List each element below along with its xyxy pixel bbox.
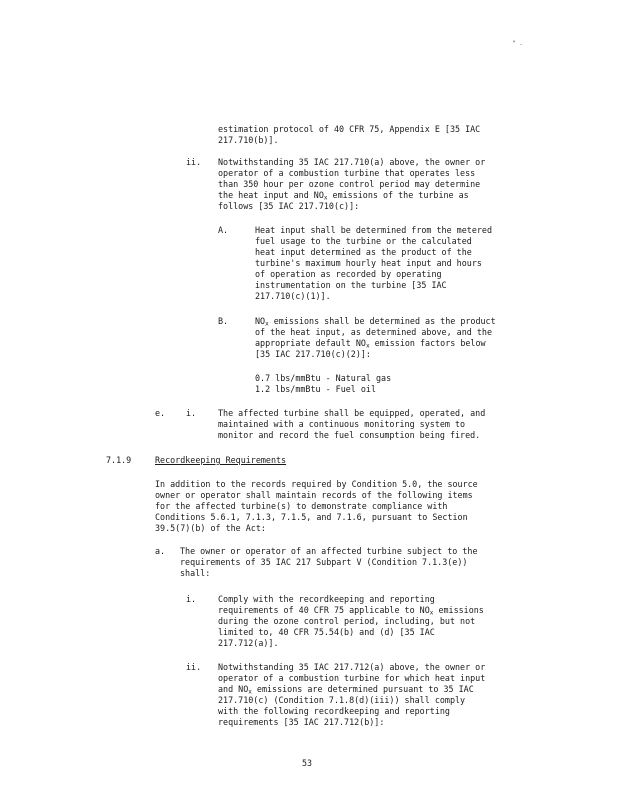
paragraph-line: [35 IAC 217.710(c)(2)]: [255,349,371,359]
paragraph-line: instrumentation on the turbine [35 IAC [255,280,447,290]
paragraph-line: fuel usage to the turbine or the calculated [255,236,472,246]
paragraph-line: follows [35 IAC 217.710(c)]: [218,201,360,211]
item-label: i. [186,594,197,604]
paragraph-line: for the affected turbine(s) to demonstrate compliance with [155,501,448,511]
paragraph-line: during the ozone control period, including, but not [218,616,476,626]
continuation-line: 217.710(b)]. [218,135,279,145]
paragraph-line: $NO_x$ emissions shall be determined as the product [255,316,496,328]
header-mark: " . [512,40,523,47]
item-label: B. [218,316,229,326]
paragraph-line: of the heat input, as determined above, and the [255,327,492,337]
paragraph-line: 217.710(c)(1)]. [255,291,331,301]
page-number: 53 [302,758,313,768]
paragraph-line: 217.712(a)]. [218,638,279,648]
paragraph-line: The affected turbine shall be equipped, operated, and [218,408,486,418]
paragraph-line: operator of a combustion turbine for which heat input [218,673,486,683]
paragraph-line: Notwithstanding 35 IAC 217.712(a) above, the owner or [218,662,486,672]
item-label: a. [155,546,166,556]
paragraph-line: the heat input and $NO_x$ emissions of the turbine as [218,190,469,202]
paragraph-line: shall: [180,568,211,578]
paragraph-line: Heat input shall be determined from the metered [255,225,492,235]
paragraph-line: heat input determined as the product of the [255,247,472,257]
paragraph-line: 39.5(7)(b) of the Act: [155,523,266,533]
item-label: e. [155,408,166,418]
paragraph-line: turbine's maximum hourly heat input and hours [255,258,482,268]
item-label: i. [186,408,197,418]
paragraph-line: requirements of 35 IAC 217 Subpart V (Condition 7.1.3(e)) [180,557,468,567]
paragraph-line: and $NO_x$ emissions are determined pursuant to 35 IAC [218,684,474,696]
paragraph-line: than 350 hour per ozone control period may determine [218,179,481,189]
item-label: ii. [186,662,202,672]
paragraph-line: of operation as recorded by operating [255,269,442,279]
paragraph-line: limited to, 40 CFR 75.54(b) and (d) [35 IAC [218,627,435,637]
emission-factor: 1.2 lbs/mmBtu - Fuel oil [255,384,377,394]
section-title: Recordkeeping Requirements [155,455,287,465]
continuation-line: estimation protocol of 40 CFR 75, Appendix E [35 IAC [218,124,481,134]
paragraph-line: 217.710(c) (Condition 7.1.8(d)(iii)) shall comply [218,695,466,705]
paragraph-line: requirements [35 IAC 217.712(b)]: [218,717,385,727]
paragraph-line: monitor and record the fuel consumption being fired. [218,430,481,440]
paragraph-line: Comply with the recordkeeping and reporting [218,594,435,604]
paragraph-line: In addition to the records required by Condition 5.0, the source [155,479,478,489]
paragraph-line: Conditions 5.6.1, 7.1.3, 7.1.5, and 7.1.6, pursuant to Section [155,512,468,522]
paragraph-line: maintained with a continuous monitoring system to [218,419,466,429]
emission-factor: 0.7 lbs/mmBtu - Natural gas [255,373,392,383]
paragraph-line: Notwithstanding 35 IAC 217.710(a) above, the owner or [218,157,486,167]
paragraph-line: requirements of 40 CFR 75 applicable to $NO_x$ emissions [218,605,484,617]
section-number: 7.1.9 [106,455,132,465]
paragraph-line: appropriate default $NO_x$ emission factors below [255,338,486,350]
item-label: A. [218,225,229,235]
paragraph-line: with the following recordkeeping and reporting [218,706,450,716]
paragraph-line: operator of a combustion turbine that operates less [218,168,476,178]
item-label: ii. [186,157,202,167]
paragraph-line: The owner or operator of an affected turbine subject to the [180,546,478,556]
paragraph-line: owner or operator shall maintain records of the following items [155,490,473,500]
